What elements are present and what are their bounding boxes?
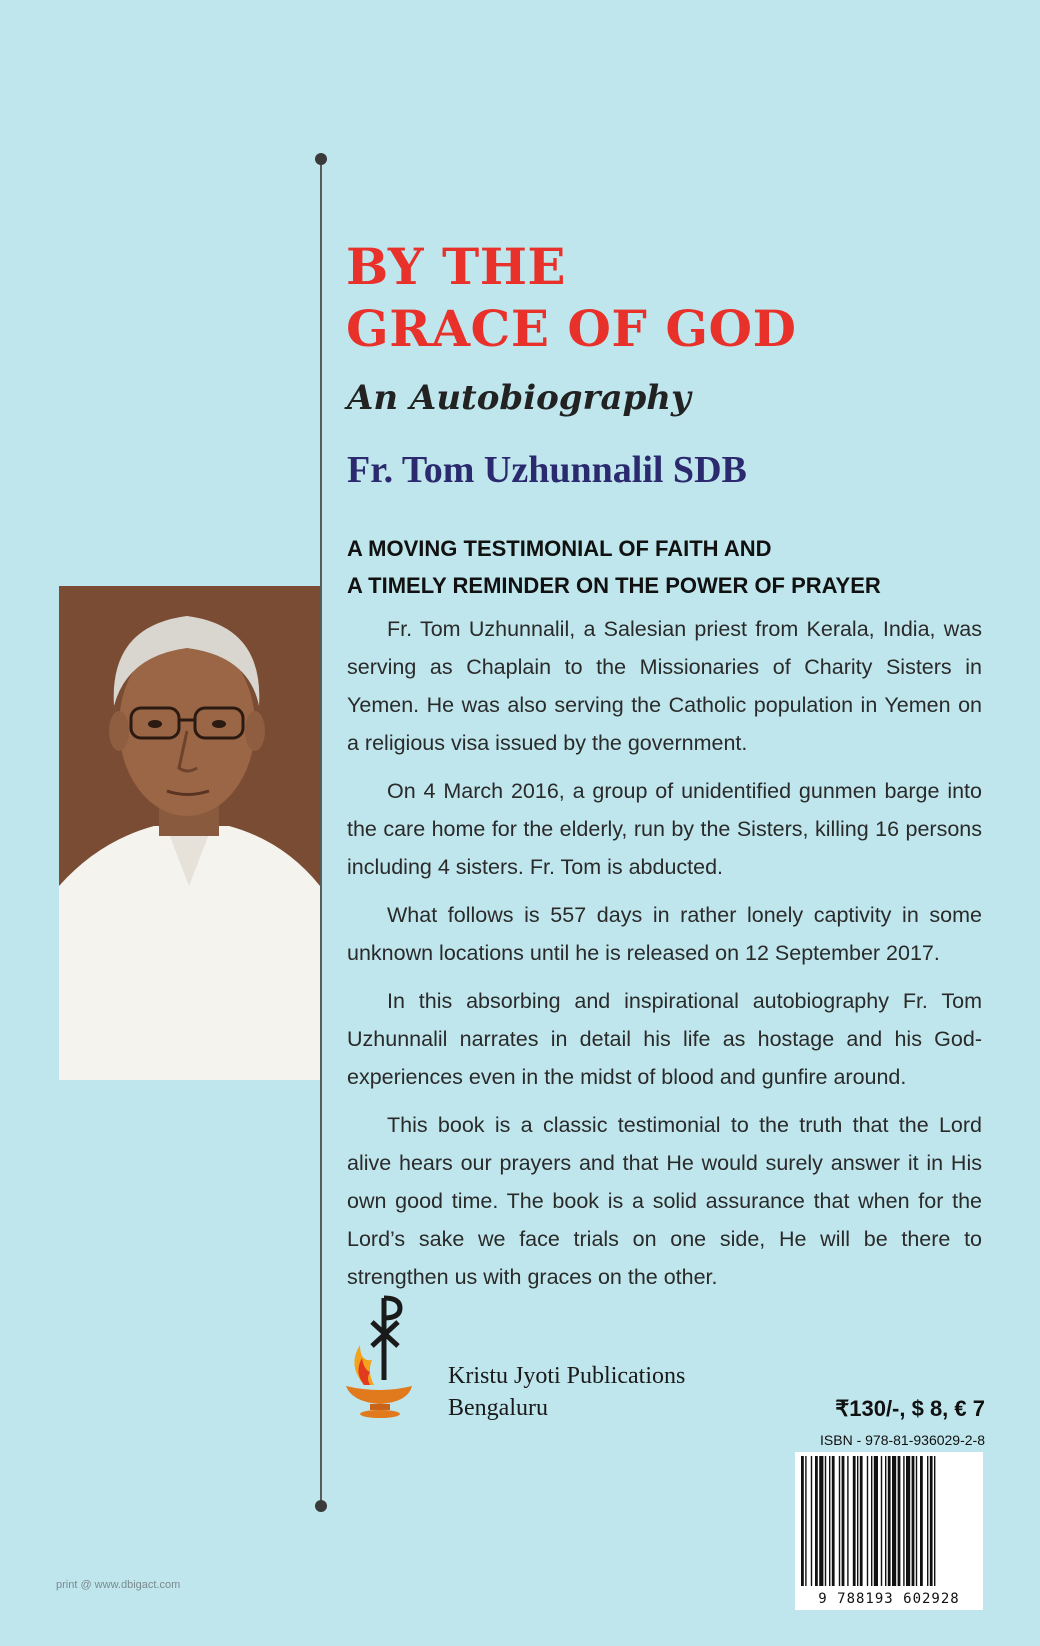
barcode-bar — [801, 1456, 804, 1586]
barcode-bar — [832, 1456, 835, 1586]
print-credit: print @ www.dbigact.com — [56, 1579, 181, 1591]
publisher — [448, 1360, 685, 1424]
blurb-paragraph: This book is a classic testimonial to the truth that the Lord alive hears our prayers and that He would surely answer it in His own good time. The book is a solid assurance that when for the Lord’s sake we face trials on one side, He will be there to strengthen us with graces on the other. — [347, 1113, 982, 1289]
barcode-bar — [867, 1456, 868, 1586]
blurb-paragraph: Fr. Tom Uzhunnalil, a Salesian priest from Kerala, India, was serving as Chaplain to the Missionaries of Charity Sisters in Yemen. He was also serving the Catholic population in Yemen on a religious visa issued by the government. — [347, 617, 982, 755]
barcode-bar — [825, 1456, 826, 1586]
rule-bottom-dot — [315, 1500, 327, 1512]
barcode-bar — [916, 1456, 917, 1586]
barcode-bar — [860, 1456, 863, 1586]
rule-top-dot — [315, 153, 327, 165]
barcode-bar — [920, 1456, 923, 1586]
blurb — [347, 610, 982, 1306]
barcode-bar — [888, 1456, 891, 1586]
price: ₹130/-, $ 8, € 7 — [835, 1396, 985, 1421]
barcode-bar — [930, 1456, 933, 1586]
barcode-bar — [857, 1456, 858, 1586]
headline-line-2: A TIMELY REMINDER ON THE POWER OF PRAYER — [347, 573, 881, 598]
barcode-bar — [906, 1456, 910, 1586]
barcode-bar — [819, 1456, 823, 1586]
barcode-bar — [842, 1456, 845, 1586]
title-line-1: BY THE — [346, 237, 567, 296]
barcode-bar — [903, 1456, 904, 1586]
author-name: Fr. Tom Uzhunnalil SDB — [347, 449, 747, 491]
barcode-bar — [881, 1456, 882, 1586]
barcode-bar — [885, 1456, 886, 1586]
isbn: ISBN - 978-81-936029-2-8 — [820, 1432, 985, 1448]
headline-line-1: A MOVING TESTIMONIAL OF FAITH AND — [347, 536, 772, 561]
book-title — [346, 236, 796, 360]
book-subtitle: An Autobiography — [347, 378, 691, 418]
blurb-paragraph: On 4 March 2016, a group of unidentified gunmen barge into the care home for the elderly, run by the Sisters, killing 16 persons including 4 sisters. Fr. Tom is abducted. — [347, 779, 982, 879]
barcode-bar — [934, 1456, 935, 1586]
barcode — [795, 1452, 983, 1588]
barcode-bar — [829, 1456, 830, 1586]
barcode-bar — [811, 1456, 812, 1586]
blurb-paragraph: What follows is 557 days in rather lonely captivity in some unknown locations until he is released on 12 September 2017. — [347, 903, 982, 965]
barcode-bar — [898, 1456, 901, 1586]
barcode-bar — [815, 1456, 818, 1586]
vertical-rule — [320, 159, 322, 1509]
blurb-paragraph: In this absorbing and inspirational autobiography Fr. Tom Uzhunnalil narrates in detail his life as hostage and his God-experiences even in the midst of blood and gunfire around. — [347, 989, 982, 1089]
headline — [347, 530, 987, 604]
publisher-name: Kristu Jyoti Publications — [448, 1363, 686, 1389]
barcode-bar — [853, 1456, 856, 1586]
barcode-bar — [839, 1456, 840, 1586]
barcode-bar — [892, 1456, 896, 1586]
barcode-bar — [874, 1456, 878, 1586]
author-photo — [59, 586, 320, 1080]
barcode-digits: 9 788193 602928 — [795, 1588, 983, 1610]
barcode-bar — [805, 1456, 806, 1586]
publisher-city: Bengaluru — [448, 1395, 548, 1421]
title-line-2: GRACE OF GOD — [346, 299, 797, 358]
barcode-bar — [871, 1456, 872, 1586]
publisher-logo-icon — [342, 1290, 417, 1420]
barcode-bar — [912, 1456, 915, 1586]
barcode-bar — [847, 1456, 848, 1586]
barcode-bar — [927, 1456, 928, 1586]
